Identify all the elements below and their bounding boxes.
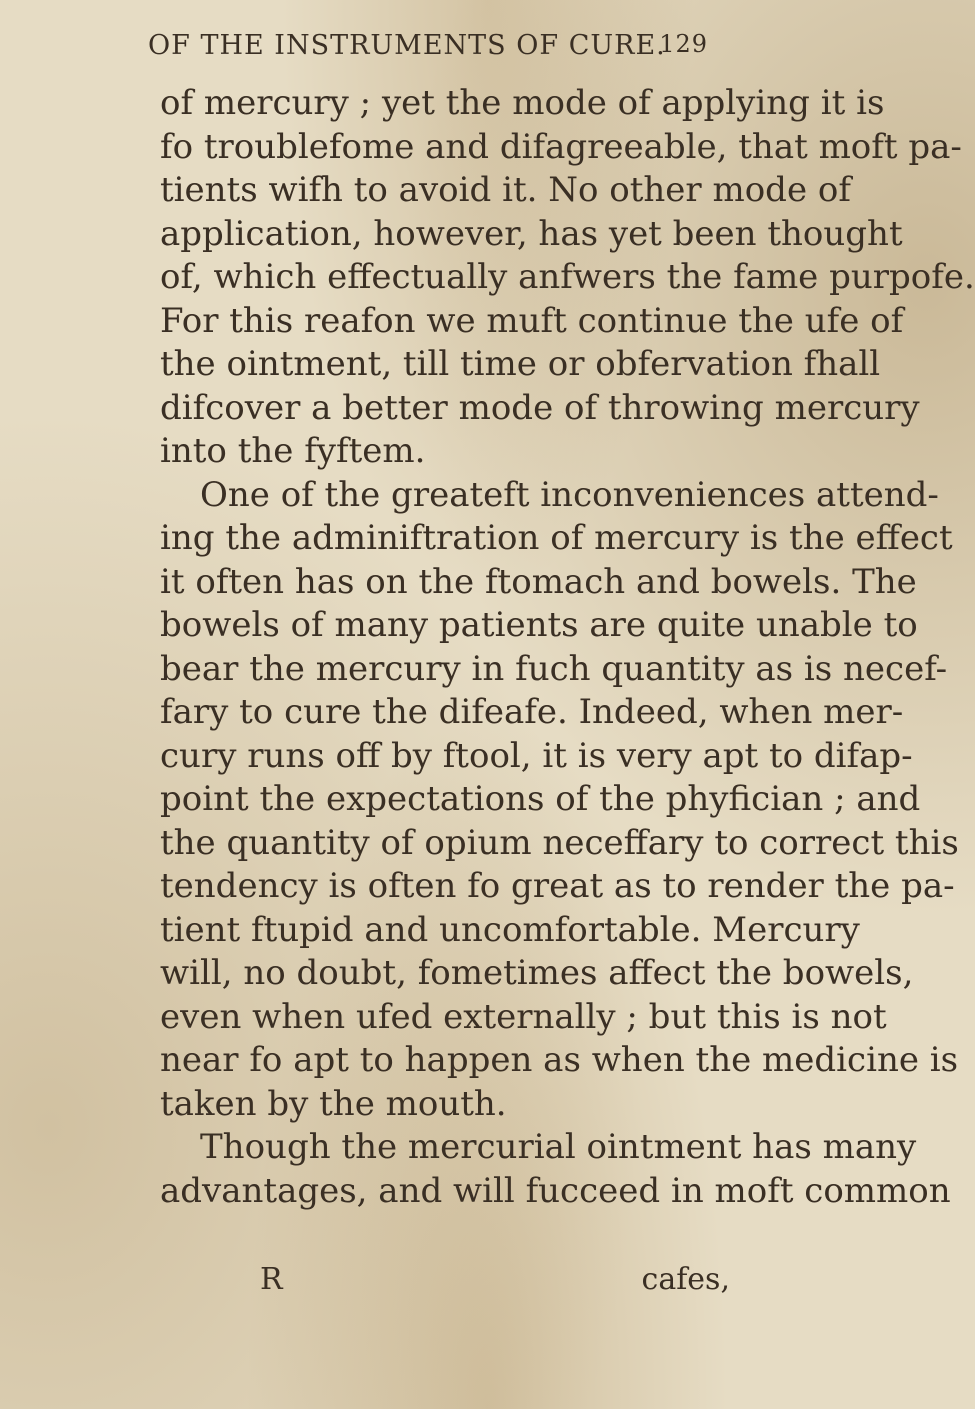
text-line: tients wifh to avoid it. No other mode of [160,170,851,210]
text-line: bowels of many patients are quite unable to [160,605,918,645]
text-line: tient ftupid and uncomfortable. Mercury [160,909,860,950]
body-text [160,82,975,1213]
text-line: into the fyftem. [160,431,426,471]
text-line: near fo apt to happen as when the medicine is [160,1040,959,1080]
text-line: difcover a better mode of throwing mercury [160,387,920,428]
text-line: One of the greateft inconveniences attend- [200,474,939,515]
text-line: For this reafon we muft continue the ufe of [160,300,904,341]
text-line: point the expectations of the phyfician ; and [160,779,921,819]
catchword: cafes, [641,1262,730,1297]
text-line: ing the adminiftration of mercury is the effect [160,518,953,558]
text-line: fary to cure the difeafe. Indeed, when mer- [160,692,904,732]
page-number: 129 [659,30,708,58]
text-line: of mercury ; yet the mode of applying it is [160,83,885,123]
text-line: taken by the mouth. [160,1083,507,1124]
text-line: cury runs off by ftool, it is very apt to difap- [160,735,913,776]
text-line: advantages, and will fucceed in moft common [160,1170,951,1211]
text-line: application, however, has yet been thought [160,213,903,254]
text-line: tendency is often fo great as to render the pa- [160,866,955,906]
text-line: even when ufed externally ; but this is not [160,996,887,1037]
running-title: OF THE INSTRUMENTS OF CURE. [148,30,666,61]
text-line: the ointment, till time or obfervation fhall [160,344,881,384]
running-head [148,30,708,70]
text-line: Though the mercurial ointment has many [200,1127,917,1167]
text-line: the quantity of opium neceffary to correct this [160,822,959,863]
text-line: it often has on the ftomach and bowels. The [160,561,917,602]
text-line: bear the mercury in fuch quantity as is necef- [160,648,948,689]
text-line: will, no doubt, fometimes affect the bowels, [160,953,914,993]
text-line: of, which effectually anfwers the fame purpofe. [160,257,975,297]
signature-mark: R [260,1262,283,1297]
catchline [260,1262,730,1302]
text-line: fo troublefome and difagreeable, that moft pa- [160,126,962,167]
